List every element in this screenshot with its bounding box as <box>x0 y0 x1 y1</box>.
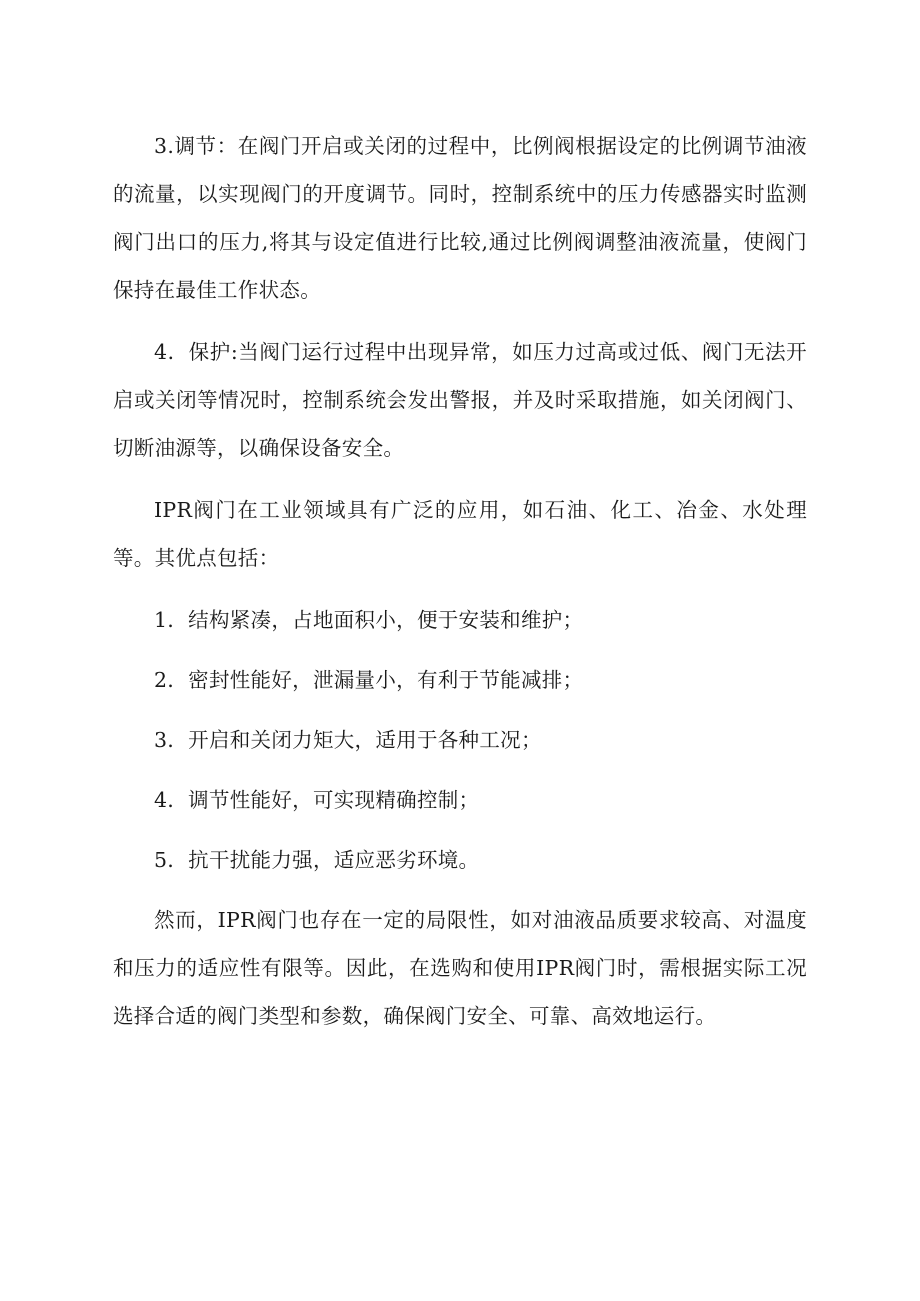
document-body <box>113 122 807 1054</box>
advantage-item: 3．开启和关闭力矩大，适用于各种工况； <box>154 728 542 752</box>
advantage-item: 4．调节性能好，可实现精确控制； <box>154 788 480 812</box>
advantage-item: 5．抗干扰能力强，适应恶劣环境。 <box>154 848 480 872</box>
paragraph-applications: IPR阀门在工业领域具有广泛的应用，如石油、化工、冶金、水处理等。其优点包括： <box>113 498 807 570</box>
paragraph-adjust: 3.调节：在阀门开启或关闭的过程中，比例阀根据设定的比例调节油液的流量，以实现阀门的开度调节。同时，控制系统中的压力传感器实时监测阀门出口的压力,将其与设定值进行比较,通过比例阀调整油液流量，使阀门保持在最佳工作状态。 <box>113 134 807 302</box>
paragraph-conclusion: 然而，IPR阀门也存在一定的局限性，如对油液品质要求较高、对温度和压力的适应性有限等。因此，在选购和使用IPR阀门时，需根据实际工况选择合适的阀门类型和参数，确保阀门安全、可靠、高效地运行。 <box>113 908 807 1028</box>
advantage-item: 2．密封性能好，泄漏量小，有利于节能减排； <box>154 668 584 692</box>
advantage-item: 1．结构紧凑，占地面积小，便于安装和维护； <box>154 608 584 632</box>
paragraph-protect: 4．保护:当阀门运行过程中出现异常，如压力过高或过低、阀门无法开启或关闭等情况时，控制系统会发出警报，并及时采取措施，如关闭阀门、切断油源等，以确保设备安全。 <box>113 340 807 460</box>
